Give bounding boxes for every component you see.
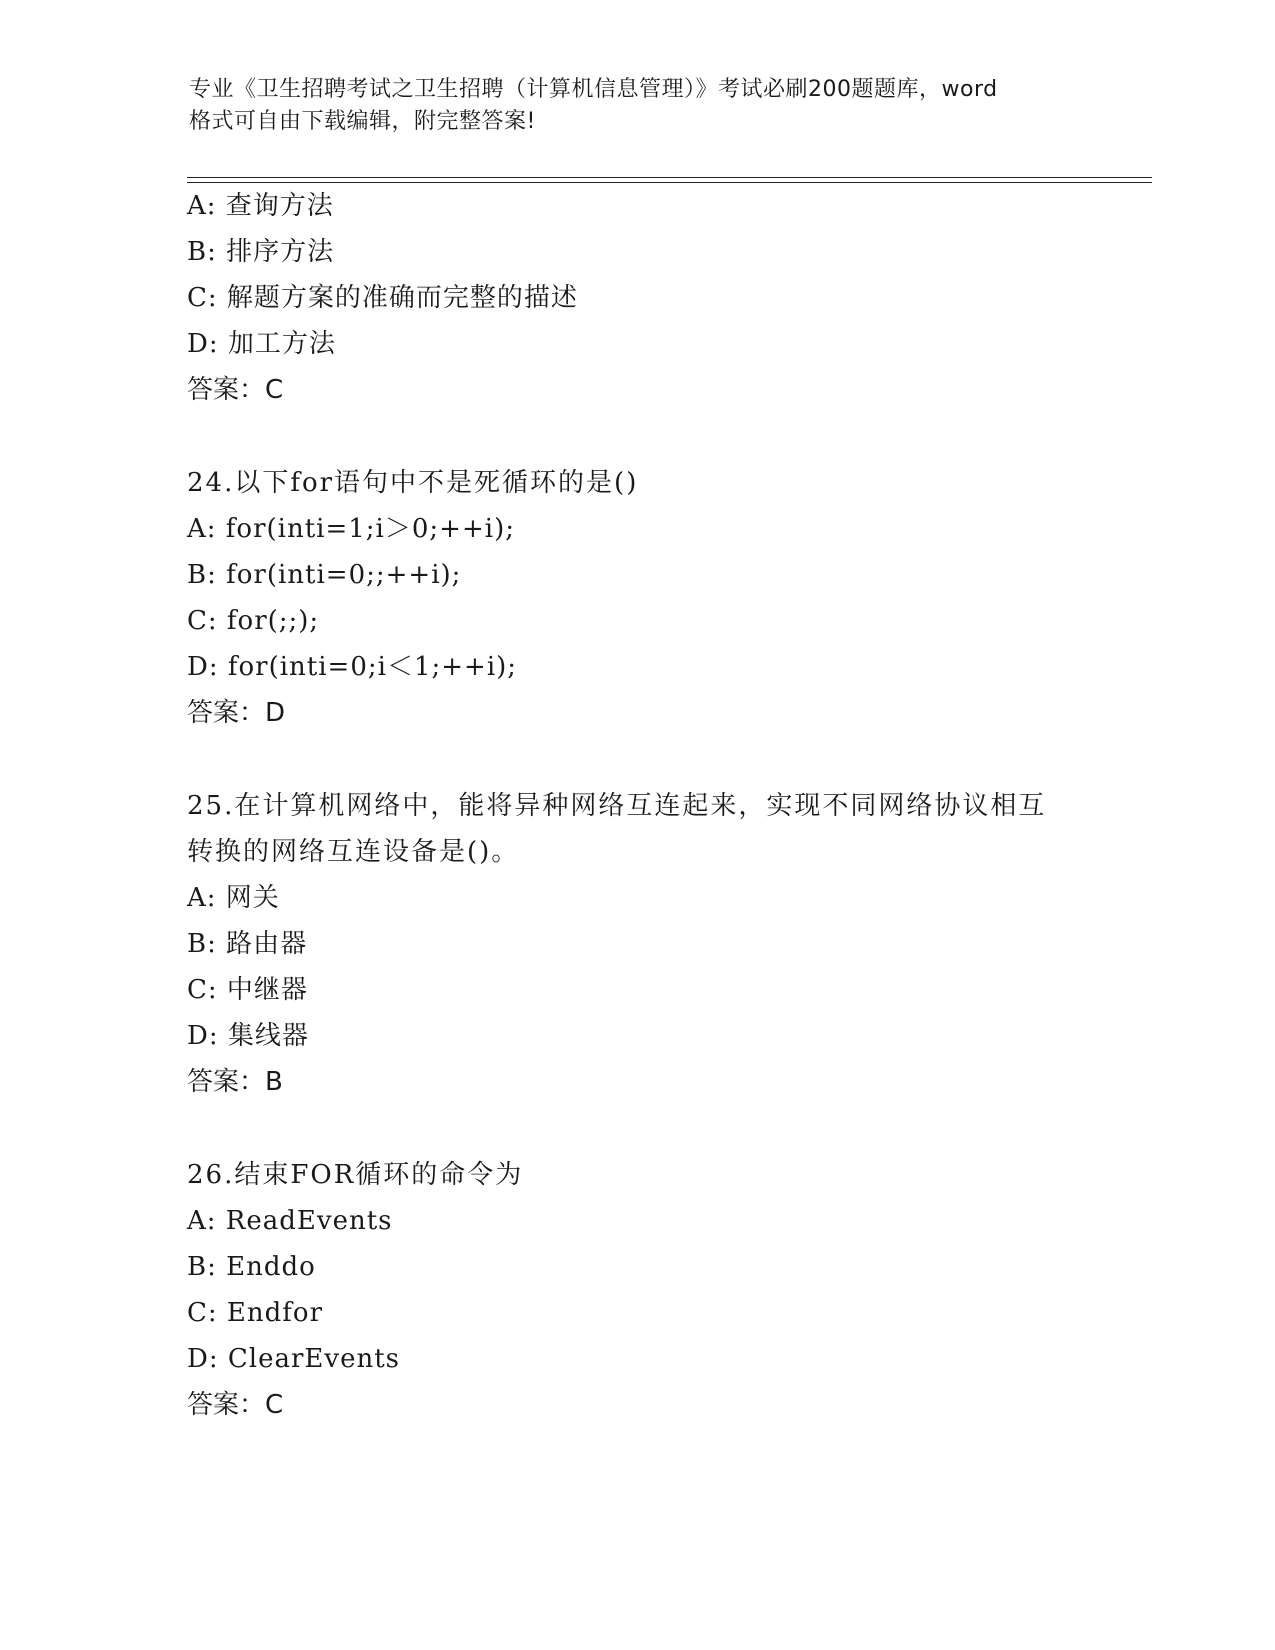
option-a: A: 查询方法 (187, 191, 334, 221)
option-b: B: for(inti=0;;++i); (187, 560, 462, 590)
question-text: 26.结束FOR循环的命令为 (187, 1160, 524, 1190)
question-25 (187, 783, 1147, 1105)
document-header (189, 74, 1089, 138)
option-b: B: 排序方法 (187, 237, 335, 267)
header-line-2: 格式可自由下载编辑，附完整答案! (189, 109, 536, 134)
option-b: B: Enddo (187, 1252, 316, 1282)
answer-label: 答案：C (187, 1390, 284, 1420)
question-23-continued (187, 183, 1147, 413)
question-text-line-2: 转换的网络互连设备是()。 (187, 837, 520, 867)
option-d: D: 集线器 (187, 1021, 309, 1051)
option-d: D: for(inti=0;i＜1;++i); (187, 652, 518, 682)
answer-label: 答案：C (187, 375, 284, 405)
option-c: C: Endfor (187, 1298, 323, 1328)
question-26 (187, 1152, 1147, 1428)
header-line-1: 专业《卫生招聘考试之卫生招聘（计算机信息管理）》考试必刷200题题库，word (189, 77, 998, 102)
question-text: 24.以下for语句中不是死循环的是() (187, 468, 639, 498)
header-divider-top (187, 177, 1152, 178)
question-24 (187, 460, 1147, 736)
option-a: A: for(inti=1;i＞0;++i); (187, 514, 515, 544)
option-a: A: ReadEvents (187, 1206, 393, 1236)
option-c: C: 解题方案的准确而完整的描述 (187, 283, 578, 313)
option-d: D: ClearEvents (187, 1344, 400, 1374)
question-text-line-1: 25.在计算机网络中，能将异种网络互连起来，实现不同网络协议相互 (187, 791, 1047, 821)
option-c: C: 中继器 (187, 975, 308, 1005)
option-b: B: 路由器 (187, 929, 308, 959)
option-c: C: for(;;); (187, 606, 320, 636)
option-a: A: 网关 (187, 883, 280, 913)
option-d: D: 加工方法 (187, 329, 336, 359)
answer-label: 答案：B (187, 1067, 283, 1097)
answer-label: 答案：D (187, 698, 286, 728)
